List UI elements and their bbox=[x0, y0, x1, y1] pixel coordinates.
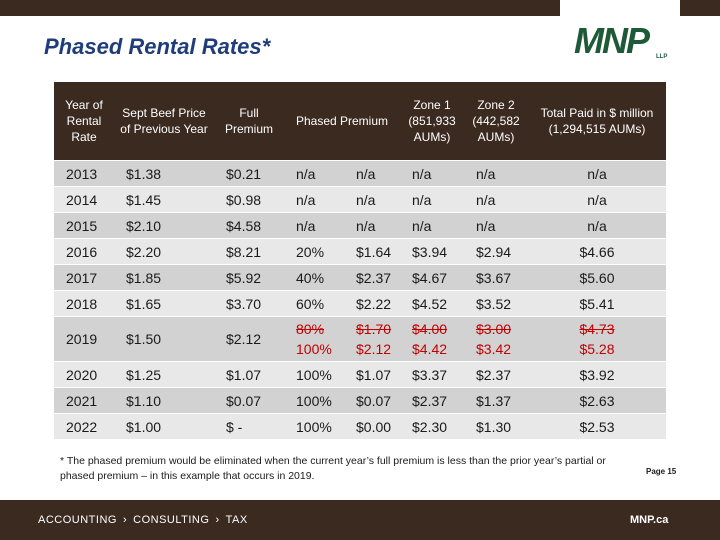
table-cell: n/a bbox=[464, 212, 528, 238]
footer-item-tax: TAX bbox=[225, 514, 248, 526]
table-row-2019 bbox=[54, 316, 666, 361]
page-title: Phased Rental Rates* bbox=[44, 34, 271, 59]
table-cell: $3.67 bbox=[464, 264, 528, 290]
table-cell: $3.94 bbox=[400, 238, 464, 264]
table-cell: n/a bbox=[400, 186, 464, 212]
table-cell: 2014 bbox=[54, 186, 114, 212]
table-cell: 2021 bbox=[54, 387, 114, 413]
logo-wordmark: MNP bbox=[574, 20, 648, 61]
table-row bbox=[54, 212, 666, 238]
table-cell: $0.07 bbox=[344, 387, 400, 413]
table-cell: $0.21 bbox=[214, 160, 284, 186]
footnote: * The phased premium would be eliminated when the current year’s full premium is less than the prior year’s partial or phased premium – in this example that occurs in 2019. bbox=[60, 455, 606, 482]
table-cell: 2017 bbox=[54, 264, 114, 290]
table-cell: n/a bbox=[464, 160, 528, 186]
table-cell: 2022 bbox=[54, 413, 114, 439]
table-cell: $2.12 bbox=[214, 316, 284, 361]
header-zone-1: Zone 1 (851,933 AUMs) bbox=[400, 82, 464, 160]
table-cell: $4.52 bbox=[400, 290, 464, 316]
table-cell: n/a bbox=[528, 186, 666, 212]
table-cell: $2.22 bbox=[344, 290, 400, 316]
revised-value: $2.12 bbox=[356, 341, 392, 357]
header-phased-premium: Phased Premium bbox=[284, 82, 400, 160]
footer-bar bbox=[0, 500, 720, 540]
table-row bbox=[54, 290, 666, 316]
table-cell: $0.00 bbox=[344, 413, 400, 439]
table-row bbox=[54, 264, 666, 290]
table-cell: $2.10 bbox=[114, 212, 214, 238]
table-cell: $2.94 bbox=[464, 238, 528, 264]
table-cell: 2020 bbox=[54, 361, 114, 387]
table-cell: 100% bbox=[284, 387, 344, 413]
footer-separator: › bbox=[215, 514, 220, 526]
table-cell: 40% bbox=[284, 264, 344, 290]
table-cell: $3.70 bbox=[214, 290, 284, 316]
struck-old-value: $1.70 bbox=[356, 321, 392, 337]
table-cell: $ - bbox=[214, 413, 284, 439]
table-row bbox=[54, 238, 666, 264]
table-cell: $1.65 bbox=[114, 290, 214, 316]
table-cell: 2015 bbox=[54, 212, 114, 238]
top-accent-bar bbox=[0, 0, 560, 16]
table-cell: n/a bbox=[284, 160, 344, 186]
table-cell: 2013 bbox=[54, 160, 114, 186]
header-zone-2: Zone 2 (442,582 AUMs) bbox=[464, 82, 528, 160]
table-cell: n/a bbox=[344, 212, 400, 238]
table-cell: $1.00 bbox=[114, 413, 214, 439]
table-cell: 2016 bbox=[54, 238, 114, 264]
table-header-row bbox=[54, 82, 666, 160]
table-cell: $2.30 bbox=[400, 413, 464, 439]
table-cell: $3.37 bbox=[400, 361, 464, 387]
table-cell: $5.92 bbox=[214, 264, 284, 290]
table-cell: $2.37 bbox=[344, 264, 400, 290]
table-cell: $5.60 bbox=[528, 264, 666, 290]
table-cell: $4.58 bbox=[214, 212, 284, 238]
table-cell: $1.38 bbox=[114, 160, 214, 186]
table-cell: $0.07 bbox=[214, 387, 284, 413]
table-cell: n/a bbox=[400, 160, 464, 186]
table-row bbox=[54, 186, 666, 212]
header-full-premium: Full Premium bbox=[214, 82, 284, 160]
revised-value: $5.28 bbox=[579, 341, 615, 357]
footer-item-accounting: ACCOUNTING bbox=[38, 514, 117, 526]
table-cell: $8.21 bbox=[214, 238, 284, 264]
table-row bbox=[54, 160, 666, 186]
header-total-paid: Total Paid in $ million (1,294,515 AUMs) bbox=[528, 82, 666, 160]
table-cell: 2018 bbox=[54, 290, 114, 316]
table-cell: $5.41 bbox=[528, 290, 666, 316]
table-cell: 20% bbox=[284, 238, 344, 264]
table-cell: 2019 bbox=[54, 316, 114, 361]
table-cell: $2.37 bbox=[464, 361, 528, 387]
table-cell: $1.25 bbox=[114, 361, 214, 387]
table-cell: $4.66 bbox=[528, 238, 666, 264]
table-cell: 60% bbox=[284, 290, 344, 316]
header-beef-price: Sept Beef Price of Previous Year bbox=[114, 82, 214, 160]
struck-old-value: 80% bbox=[296, 321, 325, 337]
top-accent-bar-right bbox=[680, 0, 720, 16]
revised-value: $4.42 bbox=[412, 341, 448, 357]
table-row bbox=[54, 361, 666, 387]
table-row bbox=[54, 413, 666, 439]
table-cell: $1.07 bbox=[214, 361, 284, 387]
struck-old-value: $4.73 bbox=[579, 321, 615, 337]
table-cell: $1.10 bbox=[114, 387, 214, 413]
table-row bbox=[54, 387, 666, 413]
table-cell: n/a bbox=[464, 186, 528, 212]
table-cell: n/a bbox=[344, 186, 400, 212]
table-cell: n/a bbox=[400, 212, 464, 238]
table-cell-revised bbox=[284, 316, 344, 361]
table-cell: n/a bbox=[284, 212, 344, 238]
table-cell-revised bbox=[528, 316, 666, 361]
table-cell: $1.37 bbox=[464, 387, 528, 413]
logo-suffix: LLP bbox=[656, 54, 668, 60]
table-cell: $1.50 bbox=[114, 316, 214, 361]
table-cell: $4.67 bbox=[400, 264, 464, 290]
table-cell: n/a bbox=[344, 160, 400, 186]
table-cell: $2.37 bbox=[400, 387, 464, 413]
rental-rates-table bbox=[54, 82, 666, 439]
revised-value: 100% bbox=[296, 341, 332, 357]
table-cell: $1.07 bbox=[344, 361, 400, 387]
table-cell: $0.98 bbox=[214, 186, 284, 212]
mnp-logo bbox=[574, 20, 674, 68]
table-cell: n/a bbox=[284, 186, 344, 212]
revised-value: $3.42 bbox=[476, 341, 512, 357]
table-cell: $1.64 bbox=[344, 238, 400, 264]
table-cell: 100% bbox=[284, 413, 344, 439]
table-cell-revised bbox=[464, 316, 528, 361]
page-number: Page 15 bbox=[646, 467, 677, 476]
table-cell: n/a bbox=[528, 212, 666, 238]
footer-website: MNP.ca bbox=[630, 514, 669, 526]
table-cell: 100% bbox=[284, 361, 344, 387]
table-cell: $2.20 bbox=[114, 238, 214, 264]
struck-old-value: $3.00 bbox=[476, 321, 512, 337]
table-cell: $1.85 bbox=[114, 264, 214, 290]
table-cell: $2.63 bbox=[528, 387, 666, 413]
struck-old-value: $4.00 bbox=[412, 321, 448, 337]
table-cell-revised bbox=[400, 316, 464, 361]
table-cell: $2.53 bbox=[528, 413, 666, 439]
table-cell: $3.52 bbox=[464, 290, 528, 316]
table-cell: $1.30 bbox=[464, 413, 528, 439]
table-cell: $3.92 bbox=[528, 361, 666, 387]
footer-separator: › bbox=[122, 514, 128, 526]
table-cell-revised bbox=[344, 316, 400, 361]
table-cell: n/a bbox=[528, 160, 666, 186]
header-year: Year of Rental Rate bbox=[54, 82, 114, 160]
table-cell: $1.45 bbox=[114, 186, 214, 212]
footer-services bbox=[38, 514, 248, 526]
footer-item-consulting: CONSULTING bbox=[133, 514, 210, 526]
